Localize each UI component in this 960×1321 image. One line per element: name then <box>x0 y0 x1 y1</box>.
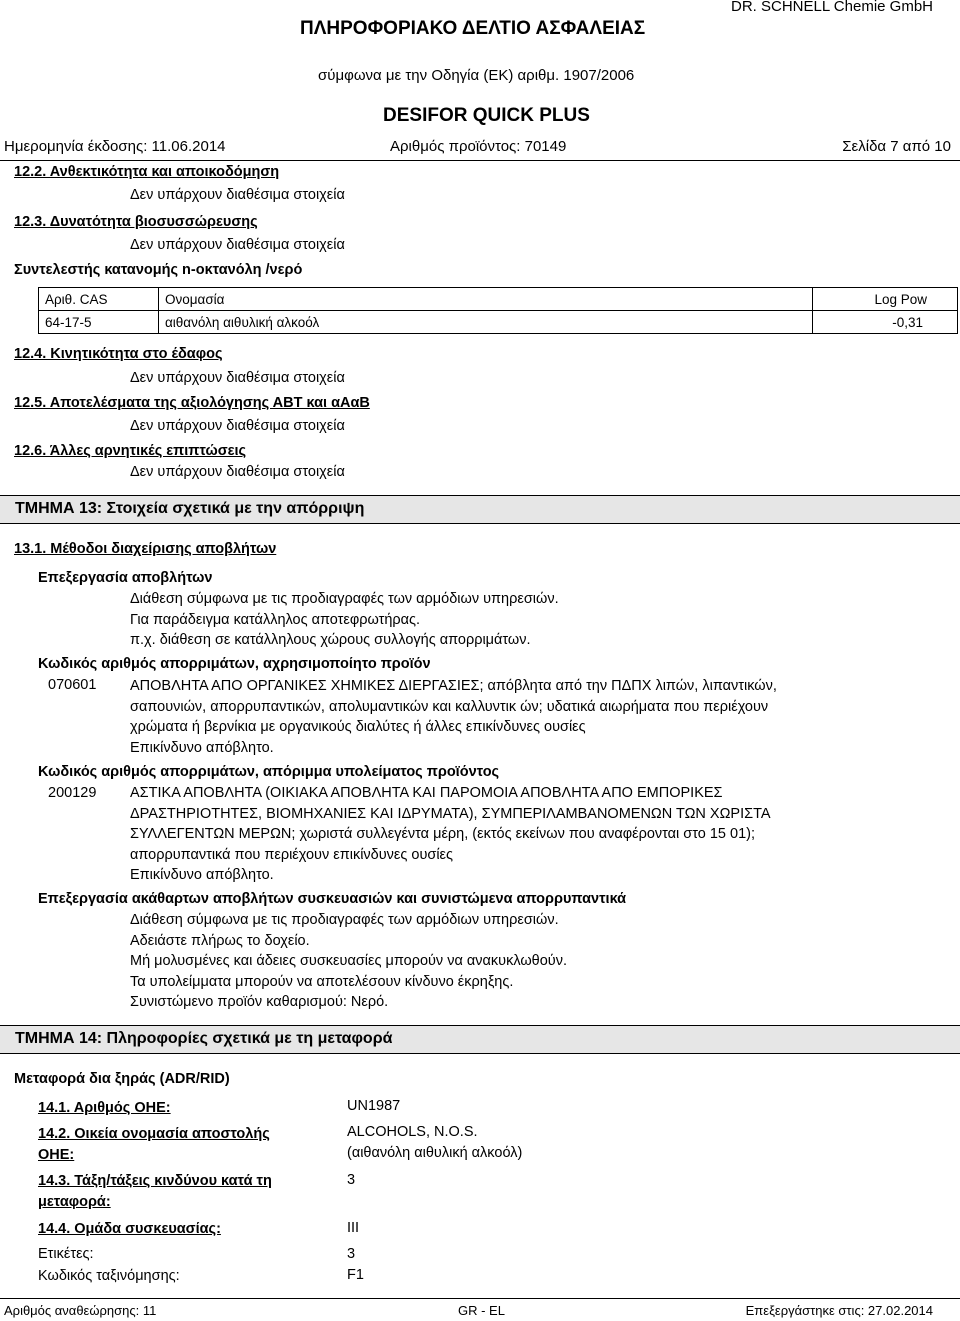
name-header: Ονομασία <box>159 288 813 311</box>
table-row <box>39 311 958 334</box>
text-line: Τα υπολείμματα μπορούν να αποτελέσουν κίνδυνο έκρηξης. <box>130 973 514 990</box>
text-line: Επικίνδυνο απόβλητο. <box>130 739 274 756</box>
heading-12-4: 12.4. Κινητικότητα στο έδαφος <box>14 346 223 362</box>
text-12-3: Δεν υπάρχουν διαθέσιμα στοιχεία <box>130 237 345 253</box>
table-header-row <box>39 288 958 311</box>
section-13-title: ΤΜΗΜΑ 13: Στοιχεία σχετικά με την απόρριψη <box>15 500 365 517</box>
text-line: χρώματα ή βερνίκια με οργανικούς διαλύτες ή άλλες επικίνδυνες ουσίες <box>130 719 586 736</box>
packing-group-value: III <box>347 1220 360 1236</box>
revision-number: Αριθμός αναθεώρησης: 11 <box>4 1303 157 1318</box>
page-number: Σελίδα 7 από 10 <box>842 138 951 155</box>
header-divider <box>0 160 960 161</box>
text-line: Διάθεση σύμφωνα με τις προδιαγραφές των αρμόδιων υπηρεσιών. <box>130 591 559 607</box>
waste-treatment-heading: Επεξεργασία αποβλήτων <box>38 570 213 586</box>
logpow-header: Log Pow <box>813 288 958 311</box>
heading-13-1: 13.1. Μέθοδοι διαχείρισης αποβλήτων <box>14 541 277 557</box>
text-12-2: Δεν υπάρχουν διαθέσιμα στοιχεία <box>130 187 345 203</box>
footer-divider <box>0 1298 960 1299</box>
text-line: π.χ. διάθεση σε κατάλληλους χώρους συλλογής απορριμάτων. <box>130 632 531 649</box>
text-line: Μή μολυσμένες και άδειες συσκευασίες μπορούν να ανακυκλωθούν. <box>130 953 568 970</box>
code-unused-heading: Κωδικός αριθμός απορριμάτων, αχρησιμοποίητο προϊόν <box>38 656 431 672</box>
cas-cell: 64-17-5 <box>39 311 159 334</box>
revised-date: Επεξεργάστηκε στις: 27.02.2014 <box>745 1303 933 1318</box>
regulation-text: σύμφωνα με την Οδηγία (ΕΚ) αριθμ. 1907/2006 <box>318 67 635 84</box>
hazard-class-value: 3 <box>347 1172 356 1188</box>
code-unused-number: 070601 <box>48 677 97 693</box>
product-number: Αριθμός προϊόντος: 70149 <box>390 138 567 155</box>
logpow-cell: -0,31 <box>813 311 958 334</box>
packaging-text <box>130 910 567 1013</box>
heading-12-3: 12.3. Δυνατότητα βιοσυσσώρευσης <box>14 214 258 230</box>
classification-code-value: F1 <box>347 1267 364 1283</box>
text-12-5: Δεν υπάρχουν διαθέσιμα στοιχεία <box>130 418 345 434</box>
text-line: Συνιστώμενο προϊόν καθαρισμού: Νερό. <box>130 994 389 1011</box>
text-line: ΔΡΑΣΤΗΡΙΟΤΗΤΕΣ, ΒΙΟΜΗΧΑΝΙΕΣ ΚΑΙ ΙΔΡΥΜΑΤΑ), ΣΥΜΠΕΡΙΛΑΜΒΑΝΟΜΕΝΩΝ ΤΩΝ ΧΩΡΙΣΤΑ <box>130 805 771 822</box>
land-transport-heading: Μεταφορά δια ξηράς (ADR/RID) <box>14 1071 230 1087</box>
document-title: ΠΛΗΡΟΦΟΡΙΑΚΟ ΔΕΛΤΙΟ ΑΣΦΑΛΕΙΑΣ <box>300 18 646 39</box>
language-code: GR - EL <box>458 1303 505 1318</box>
text-line: απορρυπαντικά που περιέχουν επικίνδυνες ουσίες <box>130 846 454 863</box>
code-unused-text <box>130 676 777 758</box>
labels-label: Ετικέτες: <box>38 1246 94 1262</box>
partition-coefficient-heading: Συντελεστής κατανομής n-οκτανόλη /νερό <box>14 262 303 278</box>
shipping-name-value-1: ALCOHOLS, N.O.S. <box>347 1124 478 1140</box>
text-line: ΑΠΟΒΛΗΤΑ ΑΠΟ ΟΡΓΑΝΙΚΕΣ ΧΗΜΙΚΕΣ ΔΙΕΡΓΑΣΙΕΣ; απόβλητα από την ΠΔΠΧ λιπών, λιπαντικών, <box>130 678 777 694</box>
heading-12-5: 12.5. Αποτελέσματα της αξιολόγησης ΑΒΤ και αΑαΒ <box>14 395 370 411</box>
packaging-heading: Επεξεργασία ακάθαρτων αποβλήτων συσκευασιών και συνιστώμενα απορρυπαντικά <box>38 891 627 907</box>
issue-date: Ημερομηνία έκδοσης: 11.06.2014 <box>4 138 226 155</box>
un-number-value: UN1987 <box>347 1098 401 1114</box>
shipping-name-label-2: ΟΗΕ: <box>38 1147 75 1163</box>
text-line: Διάθεση σύμφωνα με τις προδιαγραφές των αρμόδιων υπηρεσιών. <box>130 912 559 928</box>
section-13-band <box>0 495 960 524</box>
labels-value: 3 <box>347 1246 356 1262</box>
code-residue-heading: Κωδικός αριθμός απορριμάτων, απόριμμα υπολείματος προϊόντος <box>38 764 500 780</box>
classification-code-label: Κωδικός ταξινόμησης: <box>38 1268 180 1284</box>
hazard-class-label-2: μεταφορά: <box>38 1194 111 1210</box>
name-cell: αιθανόλη αιθυλική αλκοόλ <box>159 311 813 334</box>
packing-group-label: 14.4. Ομάδα συσκευασίας: <box>38 1221 221 1237</box>
code-residue-number: 200129 <box>48 785 97 801</box>
cas-header: Αριθ. CAS <box>39 288 159 311</box>
cas-table <box>38 287 958 334</box>
text-12-4: Δεν υπάρχουν διαθέσιμα στοιχεία <box>130 370 345 386</box>
text-12-6: Δεν υπάρχουν διαθέσιμα στοιχεία <box>130 464 345 480</box>
text-line: σαπουνιών, απορρυπαντικών, απολυμαντικών και καλλυντικ ών; υδατικά αιωρήματα που περιέχουν <box>130 698 769 715</box>
code-residue-text <box>130 783 771 886</box>
hazard-class-label-1: 14.3. Τάξη/τάξεις κινδύνου κατά τη <box>38 1173 272 1189</box>
text-line: Αδειάστε πλήρως το δοχείο. <box>130 932 310 949</box>
section-14-band <box>0 1025 960 1054</box>
text-line: Επικίνδυνο απόβλητο. <box>130 867 274 884</box>
shipping-name-value-2: (αιθανόλη αιθυλική αλκοόλ) <box>347 1145 523 1161</box>
text-line: ΣΥΛΛΕΓΕΝΤΩΝ ΜΕΡΩΝ; χωριστά συλλεγέντα μέρη, (εκτός εκείνων που αναφέρονται στο 15 01); <box>130 826 756 843</box>
shipping-name-label-1: 14.2. Οικεία ονομασία αποστολής <box>38 1126 270 1142</box>
text-line: Για παράδειγμα κατάλληλος αποτεφρωτήρας. <box>130 611 421 628</box>
company-name: DR. SCHNELL Chemie GmbH <box>731 0 933 15</box>
heading-12-6: 12.6. Άλλες αρνητικές επιπτώσεις <box>14 443 247 459</box>
waste-treatment-text <box>130 589 559 651</box>
heading-12-2: 12.2. Ανθεκτικότητα και αποικοδόμηση <box>14 164 280 180</box>
product-name: DESIFOR QUICK PLUS <box>383 105 590 126</box>
text-line: ΑΣΤΙΚΑ ΑΠΟΒΛΗΤΑ (ΟΙΚΙΑΚΑ ΑΠΟΒΛΗΤΑ ΚΑΙ ΠΑΡΟΜΟΙΑ ΑΠΟΒΛΗΤΑ ΑΠΟ ΕΜΠΟΡΙΚΕΣ <box>130 785 723 801</box>
un-number-label: 14.1. Αριθμός ΟΗΕ: <box>38 1100 171 1116</box>
section-14-title: ΤΜΗΜΑ 14: Πληροφορίες σχετικά με τη μεταφορά <box>15 1030 393 1047</box>
